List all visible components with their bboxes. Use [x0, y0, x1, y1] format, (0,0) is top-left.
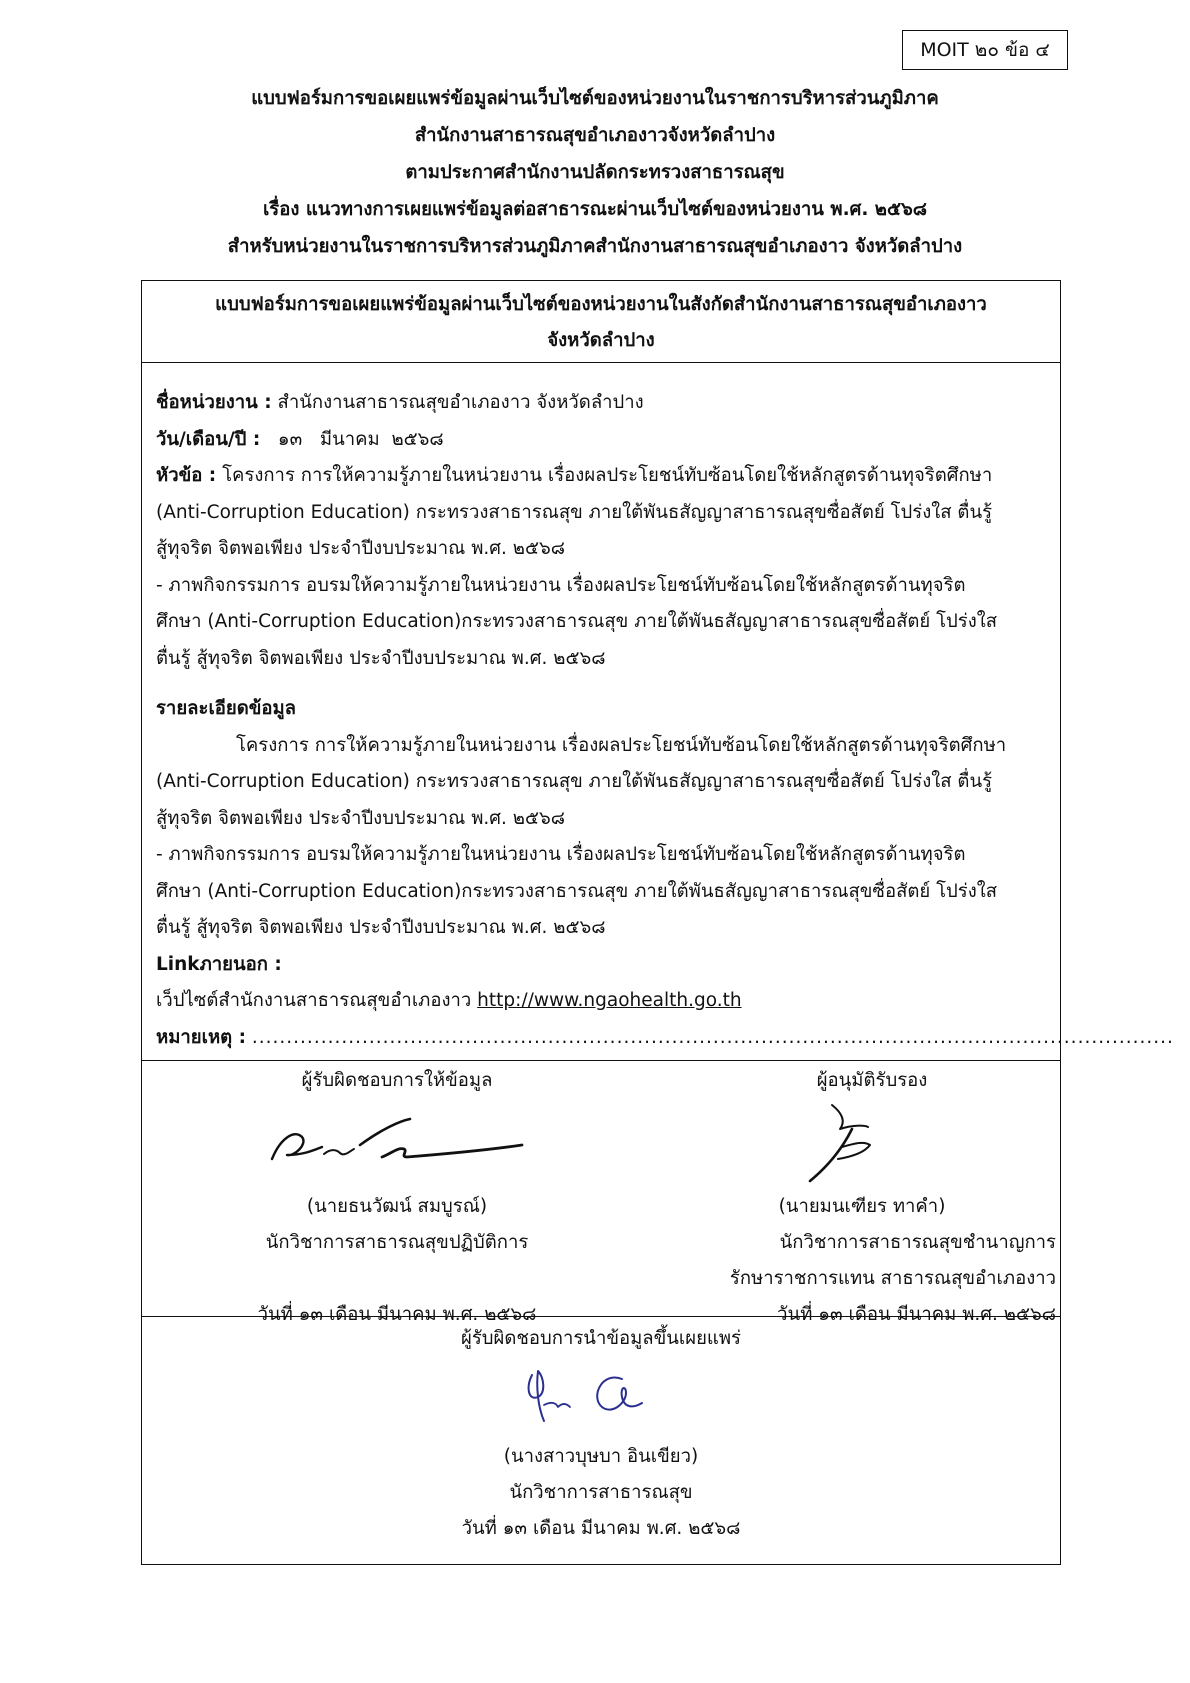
spacer — [232, 1261, 562, 1297]
signature-icon — [232, 1099, 562, 1189]
header-line-5: สำหรับหน่วยงานในราชการบริหารส่วนภูมิภาคสำนักงานสาธารณสุขอำเภองาว จังหวัดลำปาง — [227, 236, 963, 257]
details-line: ตื่นรู้ สู้ทุจริต จิตพอเพียง ประจำปีงบประมาณ พ.ศ. ๒๕๖๘ — [156, 917, 606, 938]
note-row — [156, 1020, 1174, 1057]
website-link[interactable]: http://www.ngaohealth.go.th — [477, 990, 742, 1011]
date-row — [156, 422, 1050, 459]
header-line-3: ตามประกาศสำนักงานปลัดกระทรวงสาธารณสุข — [405, 162, 785, 183]
topic-line: ตื่นรู้ สู้ทุจริต จิตพอเพียง ประจำปีงบประมาณ พ.ศ. ๒๕๖๘ — [156, 647, 606, 669]
publisher-signature-block — [142, 1317, 1060, 1547]
approver-name: (นายมนเฑียร ทาคำ) — [778, 1196, 946, 1217]
publisher-date: วันที่ ๑๓ เดือน มีนาคม พ.ศ. ๒๕๖๘ — [461, 1518, 741, 1539]
spacer — [156, 677, 1050, 691]
note-dots: ...................................................................................................................................... — [251, 1026, 1174, 1048]
details-line: - ภาพกิจกรรมการ อบรมให้ความรู้ภายในหน่วยงาน เรื่องผลประโยชน์ทับซ้อนโดยใช้หลักสูตรด้านทุจริต — [156, 844, 966, 865]
publisher-name: (นางสาวบุษบา อินเขียว) — [503, 1446, 699, 1467]
link-prefix: เว็ปไซต์สำนักงานสาธารณสุขอำเภองาว — [156, 990, 478, 1011]
link-row — [156, 983, 1050, 1020]
details-label: รายละเอียดข้อมูล — [156, 698, 297, 719]
topic-line: โครงการ การให้ความรู้ภายในหน่วยงาน เรื่องผลประโยชน์ทับซ้อนโดยใช้หลักสูตรด้านทุจริตศึกษา — [216, 465, 993, 486]
unit-value: สำนักงานสาธารณสุขอำเภองาว จังหวัดลำปาง — [271, 392, 644, 413]
document-header — [120, 80, 1070, 265]
details-line: สู้ทุจริต จิตพอเพียง ประจำปีงบประมาณ พ.ศ. ๒๕๖๘ — [156, 807, 565, 829]
header-line-4: เรื่อง แนวทางการเผยแพร่ข้อมูลต่อสาธารณะผ่านเว็บไซต์ของหน่วยงาน พ.ศ. ๒๕๖๘ — [262, 199, 928, 220]
details-line: (Anti-Corruption Education) กระทรวงสาธารณสุข ภายใต้พันธสัญญาสาธารณสุขซื่อสัตย์ โปร่งใส ตื่นรู้ — [156, 771, 993, 792]
topic-line: ศึกษา (Anti-Corruption Education)กระทรวงสาธารณสุข ภายใต้พันธสัญญาสาธารณสุขซื่อสัตย์ โปร่งใส — [156, 611, 998, 632]
form-title-line-1: แบบฟอร์มการขอเผยแพร่ข้อมูลผ่านเว็บไซต์ของหน่วยงานในสังกัดสำนักงานสาธารณสุขอำเภองาว — [215, 294, 987, 315]
topic-label: หัวข้อ : — [156, 465, 217, 486]
link-label: Linkภายนอก : — [156, 953, 282, 975]
topic-row — [156, 458, 1050, 495]
form-title — [142, 281, 1060, 363]
signature-icon — [492, 1357, 712, 1439]
approver-signature-block — [642, 1061, 1062, 1333]
approver-date: วันที่ ๑๓ เดือน มีนาคม พ.ศ. ๒๕๖๘ — [777, 1304, 1056, 1325]
topic-line: สู้ทุจริต จิตพอเพียง ประจำปีงบประมาณ พ.ศ. ๒๕๖๘ — [156, 538, 565, 559]
header-line-1: แบบฟอร์มการขอเผยแพร่ข้อมูลผ่านเว็บไซต์ของหน่วยงานในราชการบริหารส่วนภูมิภาค — [251, 88, 939, 109]
topic-line: - ภาพกิจกรรมการ อบรมให้ความรู้ภายในหน่วยงาน เรื่องผลประโยชน์ทับซ้อนโดยใช้หลักสูตรด้านทุจริต — [156, 574, 966, 596]
publisher-caption: ผู้รับผิดชอบการนำข้อมูลขึ้นเผยแพร่ — [461, 1328, 741, 1349]
details-line: โครงการ การให้ความรู้ภายในหน่วยงาน เรื่องผลประโยชน์ทับซ้อนโดยใช้หลักสูตรด้านทุจริตศึกษา — [236, 734, 1007, 756]
publication-form — [141, 280, 1174, 1565]
approver-position: นักวิชาการสาธารณสุขชำนาญการ — [779, 1232, 1056, 1253]
provider-signature — [232, 1099, 562, 1189]
details-line: ศึกษา (Anti-Corruption Education)กระทรวงสาธารณสุข ภายใต้พันธสัญญาสาธารณสุขซื่อสัตย์ โปร่งใส — [156, 880, 998, 902]
approver-position-acting: รักษาราชการแทน สาธารณสุขอำเภองาว — [729, 1268, 1056, 1289]
provider-name: (นายธนวัฒน์ สมบูรณ์) — [306, 1196, 488, 1217]
document-code-box: MOIT ๒๐ ข้อ ๔ — [902, 30, 1068, 70]
provider-caption: ผู้รับผิดชอบการให้ข้อมูล — [301, 1070, 493, 1091]
provider-date: วันที่ ๑๓ เดือน มีนาคม พ.ศ. ๒๕๖๘ — [257, 1304, 537, 1325]
signature-icon — [642, 1099, 1062, 1189]
form-title-line-2: จังหวัดลำปาง — [547, 330, 655, 351]
approval-signatures — [142, 1061, 1060, 1325]
provider-signature-block — [232, 1061, 562, 1333]
publisher-signature — [142, 1357, 1060, 1439]
approver-caption: ผู้อนุมัติรับรอง — [816, 1070, 928, 1091]
date-label: วัน/เดือน/ปี : — [156, 428, 261, 450]
unit-label: ชื่อหน่วยงาน : — [156, 392, 272, 413]
topic-line: (Anti-Corruption Education) กระทรวงสาธารณสุข ภายใต้พันธสัญญาสาธารณสุขซื่อสัตย์ โปร่งใส ตื่นรู้ — [156, 501, 993, 523]
provider-position: นักวิชาการสาธารณสุขปฏิบัติการ — [265, 1232, 529, 1253]
date-value: ๑๓ มีนาคม ๒๕๖๘ — [260, 428, 444, 450]
unit-row — [156, 385, 1050, 422]
form-body — [142, 363, 1174, 1061]
header-line-2: สำนักงานสาธารณสุขอำเภองาวจังหวัดลำปาง — [414, 125, 776, 146]
approver-signature — [642, 1099, 1062, 1189]
publisher-position: นักวิชาการสาธารณสุข — [509, 1482, 693, 1503]
note-label: หมายเหตุ : — [156, 1026, 246, 1048]
